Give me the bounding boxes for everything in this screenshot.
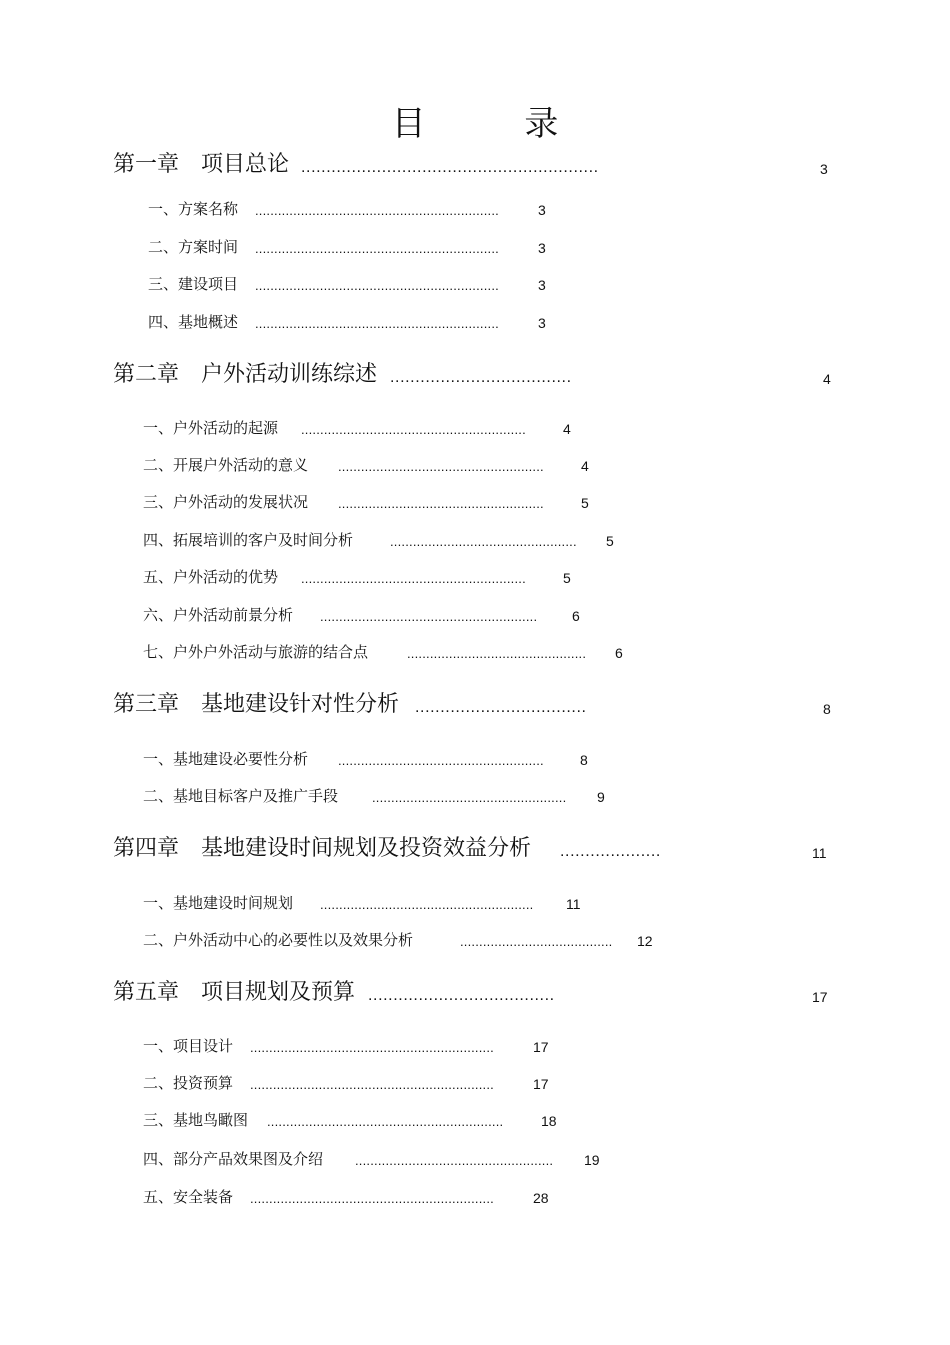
page-title: 目 录 [391, 104, 603, 144]
leader-dots: ..................................... [368, 987, 555, 1004]
chapter-page-number: 17 [812, 989, 828, 1005]
section-page-number: 4 [563, 421, 571, 437]
section-page-number: 6 [615, 645, 623, 661]
section-label: 二、基地目标客户及推广手段 [143, 787, 339, 805]
section-label: 四、部分产品效果图及介绍 [143, 1150, 324, 1168]
section-page-number: 18 [541, 1113, 557, 1129]
leader-dots: ........................................................... [301, 422, 526, 437]
section-page-number: 12 [637, 933, 653, 949]
leader-dots: .................... [560, 843, 661, 860]
leader-dots: .................................. [415, 699, 587, 716]
leader-dots: ................................................................ [255, 241, 499, 256]
leader-dots: ................................................................ [255, 316, 499, 331]
toc-chapter-3[interactable] [113, 694, 833, 724]
toc-chapter-4[interactable] [113, 838, 833, 868]
toc-chapter-2[interactable] [113, 364, 833, 394]
leader-dots: ........................................................... [301, 159, 599, 176]
leader-dots: ......................................................... [320, 609, 538, 624]
section-label: 四、基地概述 [148, 313, 239, 331]
section-label: 一、项目设计 [143, 1037, 234, 1055]
leader-dots: ...................................................... [338, 496, 544, 511]
leader-dots: .................................................... [355, 1153, 554, 1168]
chapter-page-number: 11 [812, 845, 827, 861]
section-label: 五、安全装备 [143, 1188, 234, 1206]
section-page-number: 3 [538, 315, 546, 331]
section-page-number: 28 [533, 1190, 549, 1206]
section-page-number: 3 [538, 277, 546, 293]
section-label: 二、投资预算 [143, 1074, 234, 1092]
section-page-number: 6 [572, 608, 580, 624]
chapter-page-number: 3 [820, 161, 828, 177]
chapter-page-number: 4 [823, 371, 831, 387]
section-label: 三、建设项目 [148, 275, 239, 293]
leader-dots: .................................... [390, 369, 572, 386]
toc-chapter-5[interactable] [113, 982, 833, 1012]
section-page-number: 5 [581, 495, 589, 511]
leader-dots: ................................................................ [250, 1191, 494, 1206]
leader-dots: ........................................................... [301, 571, 526, 586]
leader-dots: ................................................................ [255, 203, 499, 218]
section-page-number: 4 [581, 458, 589, 474]
leader-dots: ................................................................ [250, 1040, 494, 1055]
section-label: 六、户外活动前景分析 [143, 606, 294, 624]
leader-dots: ...................................................... [338, 753, 544, 768]
toc-chapter-1[interactable] [113, 154, 833, 184]
leader-dots: ................................................. [390, 534, 577, 549]
section-label: 一、方案名称 [148, 200, 239, 218]
section-label: 二、户外活动中心的必要性以及效果分析 [143, 931, 414, 949]
section-page-number: 5 [606, 533, 614, 549]
leader-dots: ........................................ [460, 934, 613, 949]
leader-dots: ................................................... [372, 790, 567, 805]
section-page-number: 17 [533, 1039, 549, 1055]
section-label: 七、户外户外活动与旅游的结合点 [143, 643, 369, 661]
leader-dots: ................................................................ [255, 278, 499, 293]
section-label: 一、基地建设必要性分析 [143, 750, 309, 768]
section-page-number: 3 [538, 240, 546, 256]
section-page-number: 17 [533, 1076, 549, 1092]
section-label: 二、方案时间 [148, 238, 239, 256]
section-page-number: 9 [597, 789, 605, 805]
section-label: 三、户外活动的发展状况 [143, 493, 309, 511]
section-label: 一、基地建设时间规划 [143, 894, 294, 912]
section-label: 四、拓展培训的客户及时间分析 [143, 531, 354, 549]
section-page-number: 11 [566, 896, 581, 912]
section-label: 一、户外活动的起源 [143, 419, 279, 437]
section-page-number: 8 [580, 752, 588, 768]
chapter-label: 第二章 户外活动训练综述 [113, 362, 378, 387]
chapter-page-number: 8 [823, 701, 831, 717]
leader-dots: ................................................................ [250, 1077, 494, 1092]
section-page-number: 3 [538, 202, 546, 218]
chapter-label: 第五章 项目规划及预算 [113, 980, 356, 1005]
section-label: 三、基地鸟瞰图 [143, 1111, 249, 1129]
leader-dots: ............................................... [407, 646, 587, 661]
section-label: 五、户外活动的优势 [143, 568, 279, 586]
chapter-label: 第三章 基地建设针对性分析 [113, 692, 400, 717]
chapter-label: 第一章 项目总论 [113, 152, 290, 177]
leader-dots: ........................................................ [320, 897, 534, 912]
section-page-number: 5 [563, 570, 571, 586]
leader-dots: .............................................................. [267, 1114, 504, 1129]
section-label: 二、开展户外活动的意义 [143, 456, 309, 474]
section-page-number: 19 [584, 1152, 600, 1168]
leader-dots: ...................................................... [338, 459, 544, 474]
chapter-label: 第四章 基地建设时间规划及投资效益分析 [113, 836, 532, 861]
